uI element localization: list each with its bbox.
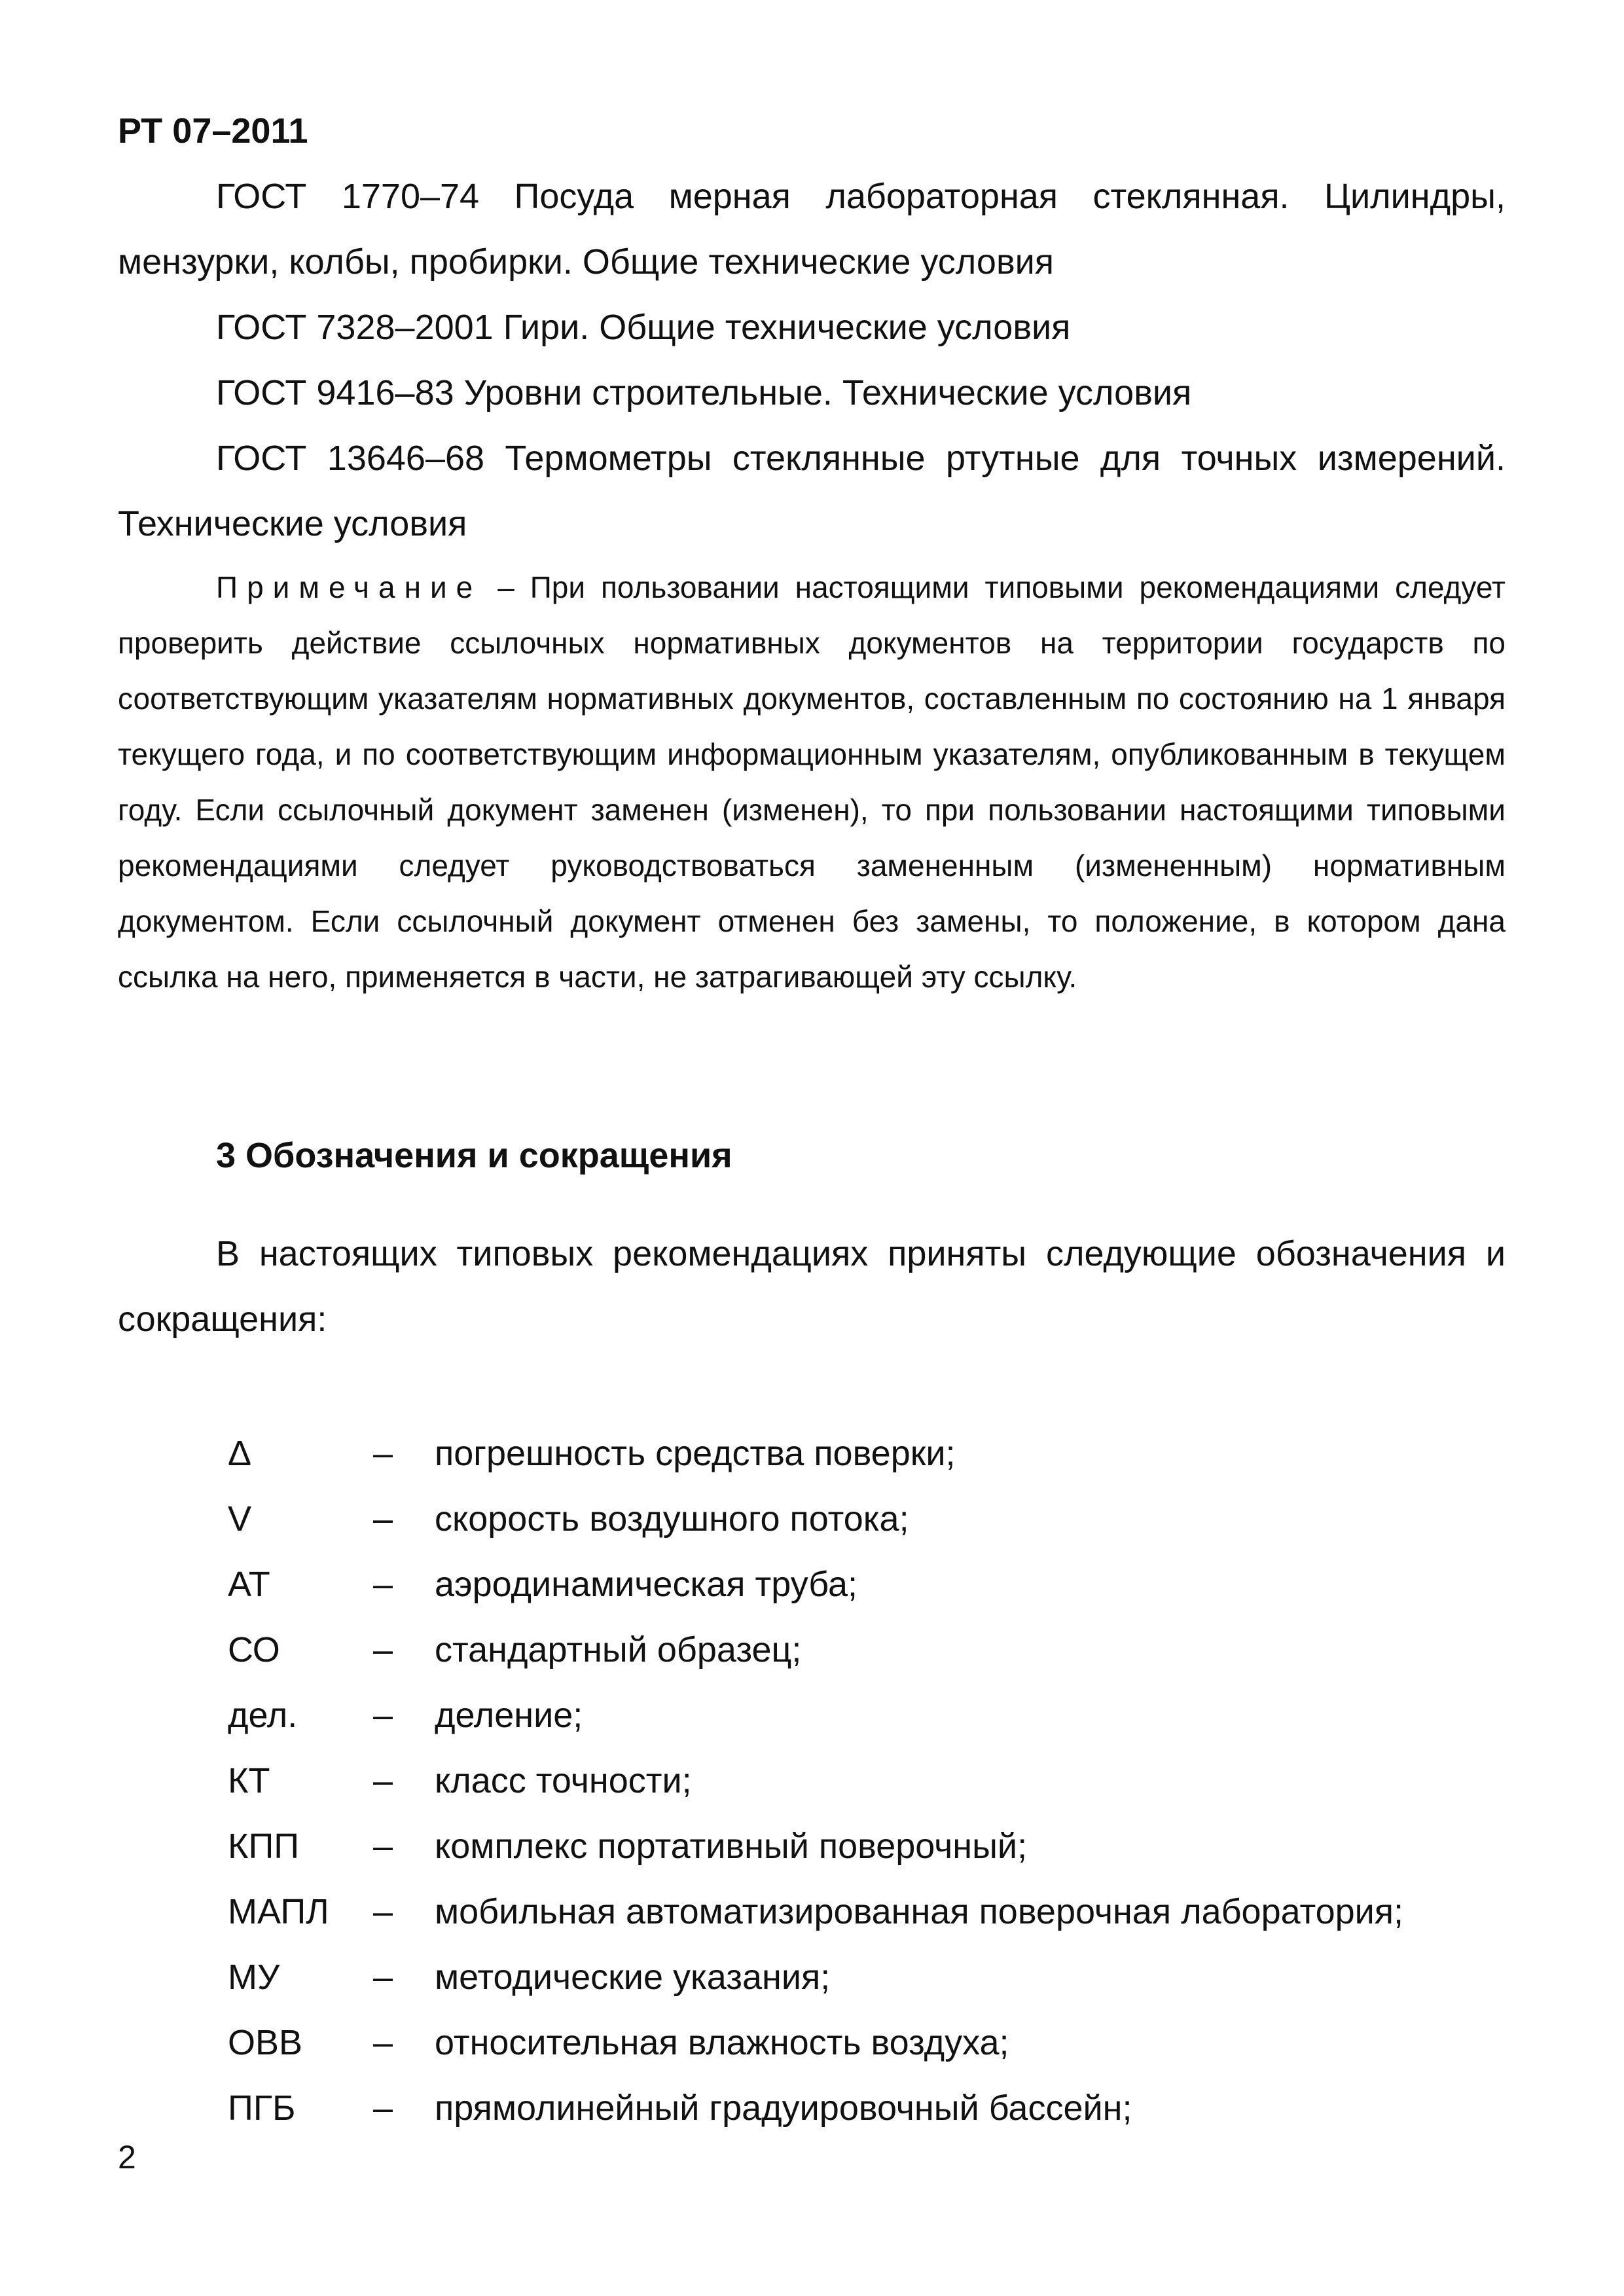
abbreviation-definition: стандартный образец; <box>435 1630 802 1669</box>
abbreviation-definition: относительная влажность воздуха; <box>435 2023 1009 2062</box>
abbreviation-dash: – <box>373 1958 393 1997</box>
abbreviation-term: КТ <box>228 1761 270 1800</box>
abbreviation-term: ПГБ <box>228 2088 296 2128</box>
abbreviation-term: Δ <box>228 1434 252 1473</box>
abbreviation-definition: прямолинейный градуировочный бассейн; <box>435 2088 1132 2128</box>
abbreviation-list <box>228 1421 1537 2141</box>
list-item <box>228 1748 1537 1813</box>
reference-item: ГОСТ 13646–68 Термометры стеклянные ртутные для точных измерений. Технические условия <box>118 439 1506 543</box>
abbreviation-dash: – <box>373 2088 393 2128</box>
abbreviation-term: КПП <box>228 1827 300 1866</box>
abbreviation-term: МУ <box>228 1958 280 1997</box>
abbreviation-dash: – <box>373 1761 393 1800</box>
abbreviation-dash: – <box>373 1696 393 1735</box>
document-code: РТ 07–2011 <box>118 111 308 151</box>
abbreviation-definition: класс точности; <box>435 1761 692 1800</box>
abbreviation-dash: – <box>373 2023 393 2062</box>
abbreviation-dash: – <box>373 1499 393 1539</box>
list-item <box>228 2075 1537 2141</box>
note-label: Примечание <box>216 570 482 604</box>
abbreviation-dash: – <box>373 1827 393 1866</box>
abbreviation-definition: мобильная автоматизированная поверочная лаборатория; <box>435 1892 1404 1931</box>
reference-item: ГОСТ 1770–74 Посуда мерная лабораторная стеклянная. Цилиндры, мензурки, колбы, пробирки. Общие технические условия <box>118 177 1506 282</box>
abbreviation-term: МАПЛ <box>228 1892 329 1931</box>
normative-references <box>118 164 1506 556</box>
section-title: 3 Обозначения и сокращения <box>216 1136 732 1175</box>
reference-item: ГОСТ 9416–83 Уровни строительные. Технические условия <box>216 373 1192 412</box>
abbreviation-definition: погрешность средства поверки; <box>435 1434 956 1473</box>
abbreviation-definition: методические указания; <box>435 1958 831 1997</box>
list-item <box>228 1421 1537 1486</box>
list-item <box>228 1617 1537 1683</box>
reference-item: ГОСТ 7328–2001 Гири. Общие технические условия <box>216 308 1071 347</box>
abbreviation-dash: – <box>373 1434 393 1473</box>
list-item <box>228 1813 1537 1879</box>
note-text: При пользовании настоящими типовыми рекомендациями следует проверить действие ссылочных нормативных документов на территории государств по соответствующим указателям нормативных документов, составленным по состоянию на 1 января текущего года, и по соответствующим информационным указателям, опубликованным в текущем году. Если ссылочный документ заменен (изменен), то при пользовании настоящими типовыми рекомендациями следует руководствоваться замененным (измененным) нормативным документом. Если ссылочный документ отменен без замены, то положение, в котором дана ссылка на него, применяется в части, не затрагивающей эту ссылку. <box>118 570 1506 994</box>
note-paragraph <box>118 560 1506 1005</box>
list-item <box>228 2010 1537 2075</box>
list-item <box>228 1944 1537 2010</box>
abbreviation-term: V <box>228 1499 252 1539</box>
section-intro: В настоящих типовых рекомендациях приняты следующие обозначения и сокращения: <box>118 1234 1506 1339</box>
abbreviation-definition: комплекс портативный поверочный; <box>435 1827 1028 1866</box>
abbreviation-definition: аэродинамическая труба; <box>435 1565 858 1604</box>
abbreviation-term: АТ <box>228 1565 270 1604</box>
abbreviation-definition: скорость воздушного потока; <box>435 1499 909 1539</box>
list-item <box>228 1552 1537 1617</box>
note-dash: – <box>482 570 530 604</box>
abbreviation-definition: деление; <box>435 1696 583 1735</box>
abbreviation-dash: – <box>373 1565 393 1604</box>
list-item <box>228 1879 1537 1944</box>
page-number: 2 <box>118 2139 136 2176</box>
abbreviation-dash: – <box>373 1892 393 1931</box>
abbreviation-term: СО <box>228 1630 280 1669</box>
abbreviation-term: дел. <box>228 1696 298 1735</box>
abbreviation-term: ОВВ <box>228 2023 303 2062</box>
list-item <box>228 1486 1537 1552</box>
list-item <box>228 1683 1537 1748</box>
abbreviation-dash: – <box>373 1630 393 1669</box>
